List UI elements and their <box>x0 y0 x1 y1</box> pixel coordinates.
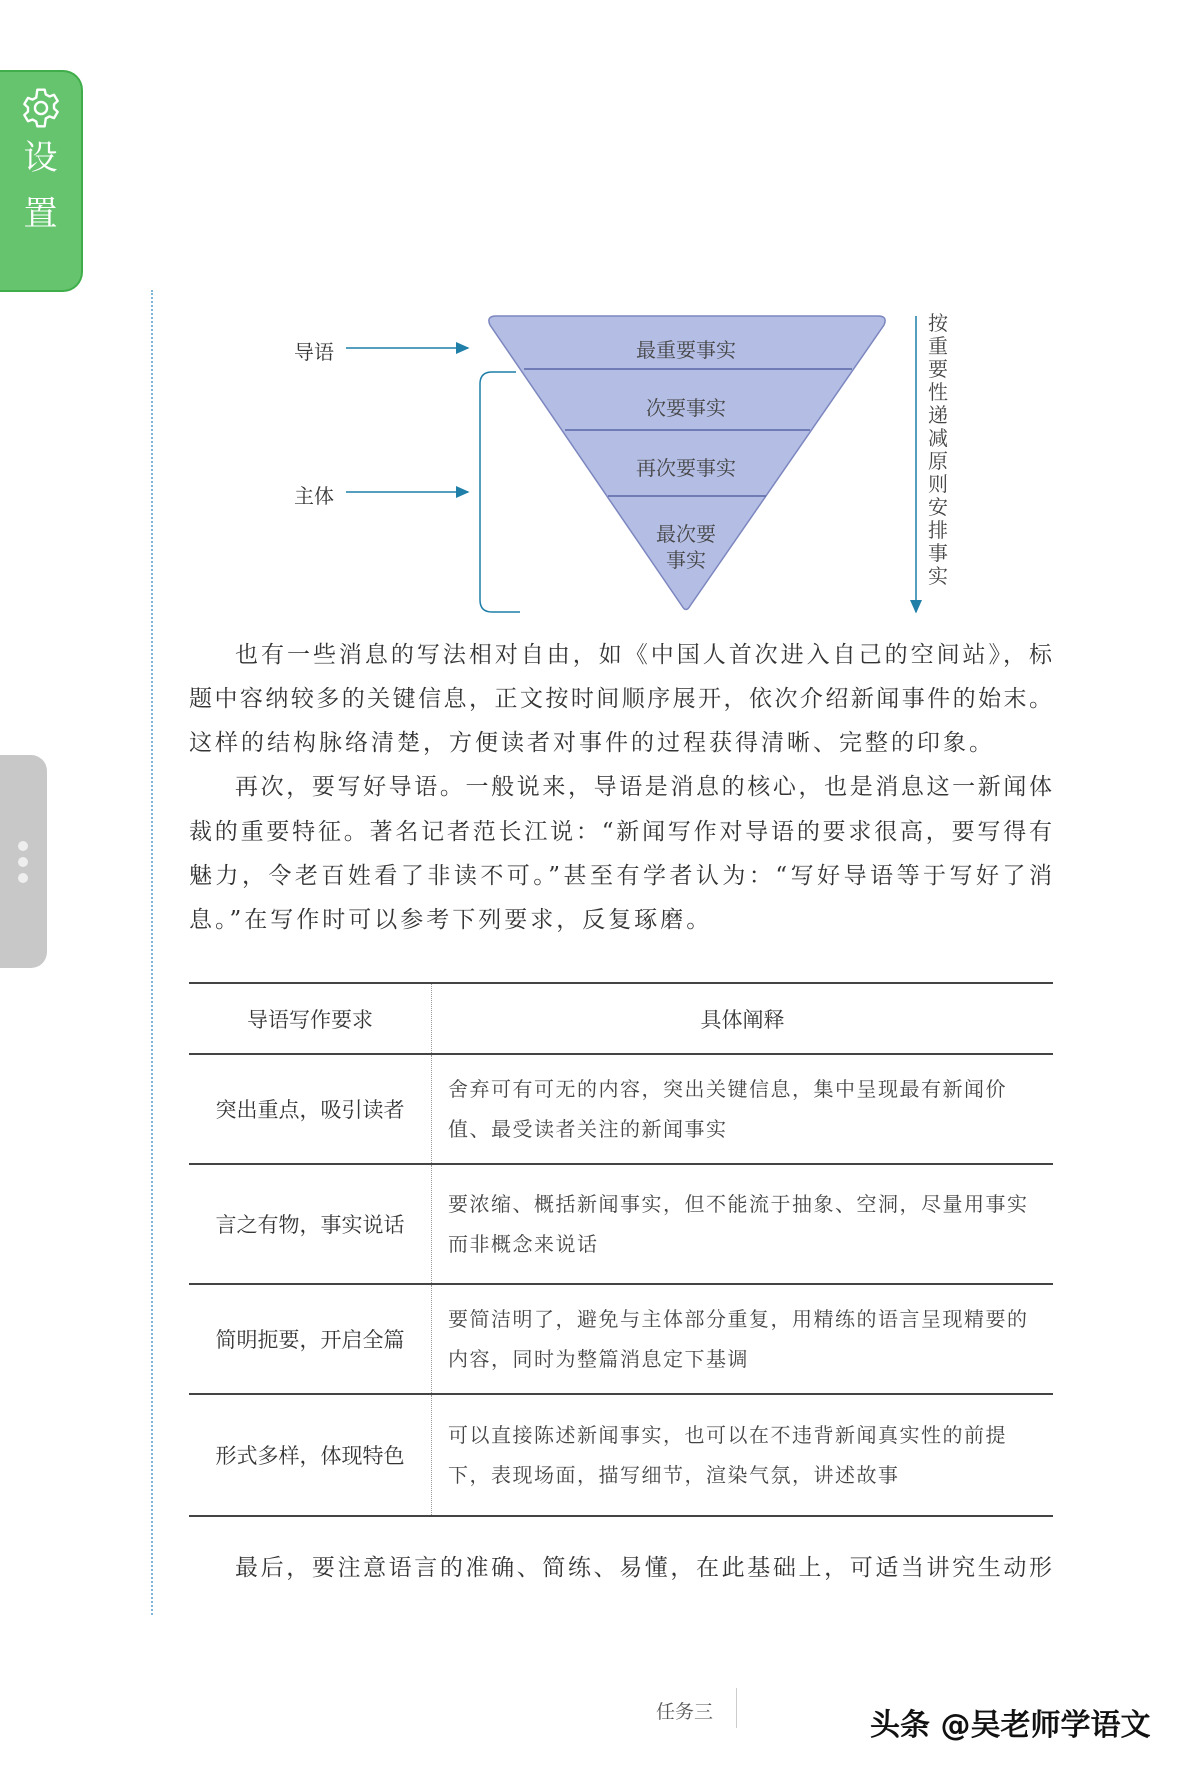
body-label: 主体 <box>294 484 334 508</box>
more-dots-icon <box>18 841 28 851</box>
layer-most-important: 最重要事实 <box>636 338 736 362</box>
table-row <box>189 1054 1053 1164</box>
more-dots-icon <box>18 873 28 883</box>
paragraph-line: 裁的重要特征。著名记者范长江说：“新闻写作对导语的要求很高，要写得有 <box>189 819 1053 845</box>
paragraph-line: 题中容纳较多的关键信息，正文按时间顺序展开，依次介绍新闻事件的始末。 <box>189 686 1053 712</box>
settings-label: 设 <box>23 138 58 178</box>
explanation-cell: 要简洁明了，避免与主体部分重复，用精练的语言呈现精要的内容，同时为整篇消息定下基调 <box>432 1284 1054 1394</box>
paragraph-line: 这样的结构脉络清楚，方便读者对事件的过程获得清晰、完整的印象。 <box>189 730 995 756</box>
paragraph-line: 再次，要写好导语。一般说来，导语是消息的核心，也是消息这一新闻体 <box>235 774 1053 800</box>
table-header: 具体阐释 <box>432 983 1054 1054</box>
watermark: 头条 @吴老师学语文 <box>870 1708 1151 1743</box>
layer-least-important: 最次要 <box>656 522 716 546</box>
lead-requirements-table <box>189 982 1053 1517</box>
side-menu-handle[interactable] <box>0 755 47 968</box>
more-dots-icon <box>18 857 28 867</box>
explanation-cell: 舍弃可有可无的内容，突出关键信息，集中呈现最有新闻价值、最受读者关注的新闻事实 <box>432 1054 1054 1164</box>
table-header: 导语写作要求 <box>189 983 432 1054</box>
footer-divider <box>736 1688 737 1728</box>
explanation-cell: 要浓缩、概括新闻事实，但不能流于抽象、空洞，尽量用事实而非概念来说话 <box>432 1164 1054 1284</box>
lead-label: 导语 <box>294 340 334 364</box>
settings-label: 置 <box>23 194 58 234</box>
paragraph-line: 息。”在写作时可以参考下列要求，反复琢磨。 <box>189 907 713 933</box>
requirement-cell: 突出重点，吸引读者 <box>189 1054 432 1164</box>
paragraph-line: 最后，要注意语言的准确、简练、易懂，在此基础上，可适当讲究生动形 <box>235 1555 1053 1581</box>
requirement-cell: 言之有物，事实说话 <box>189 1164 432 1284</box>
table-row <box>189 1284 1053 1394</box>
table-row <box>189 1394 1053 1516</box>
requirement-cell: 形式多样，体现特色 <box>189 1394 432 1516</box>
paragraph-line: 也有一些消息的写法相对自由，如《中国人首次进入自己的空间站》，标 <box>235 642 1053 668</box>
layer-least-important-2: 事实 <box>666 548 706 572</box>
importance-text: 按重要性递减原则安排事实 <box>928 311 948 588</box>
explanation-cell: 可以直接陈述新闻事实，也可以在不违背新闻真实性的前提下，表现场面，描写细节，渲染气氛，讲述故事 <box>432 1394 1054 1516</box>
paragraph-line: 魅力，令老百姓看了非读不可。”甚至有学者认为：“写好导语等于写好了消 <box>189 863 1053 889</box>
table-row <box>189 1164 1053 1284</box>
footer-section-label: 任务三 <box>656 1701 714 1723</box>
layer-tertiary: 再次要事实 <box>636 456 736 480</box>
body-bracket <box>480 372 520 612</box>
requirement-cell: 简明扼要，开启全篇 <box>189 1284 432 1394</box>
layer-secondary: 次要事实 <box>646 396 726 420</box>
